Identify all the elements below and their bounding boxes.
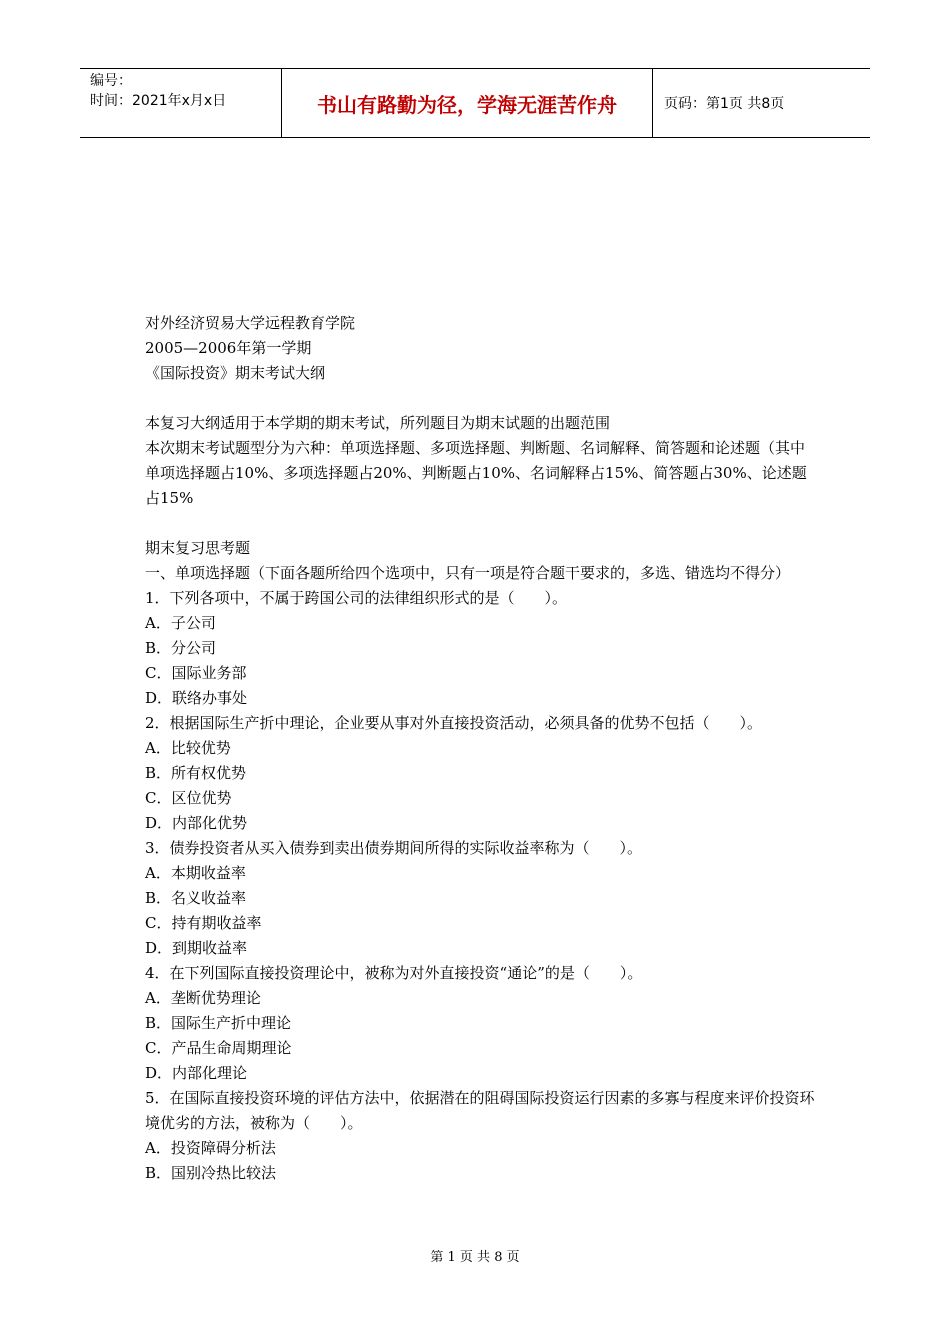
option: B．国别冷热比较法 [145, 1164, 277, 1182]
review-title: 期末复习思考题 [145, 539, 251, 557]
document-body [145, 311, 815, 1186]
question-text: 2．根据国际生产折中理论，企业要从事对外直接投资活动，必须具备的优势不包括（ ）。 [145, 714, 763, 732]
section-heading: 一、单项选择题（下面各题所给四个选项中，只有一项是符合题干要求的，多选、错选均不得分） [145, 564, 791, 582]
document-number-label: 编号： [90, 73, 132, 89]
option: D．内部化优势 [145, 814, 248, 832]
option: A．比较优势 [145, 739, 231, 757]
option: D．内部化理论 [145, 1064, 248, 1082]
option: A．本期收益率 [145, 864, 246, 882]
option: C．国际业务部 [145, 664, 247, 682]
option: B．名义收益率 [145, 889, 247, 907]
option: D．联络办事处 [145, 689, 248, 707]
header-meta [80, 69, 280, 137]
option: D．到期收益率 [145, 939, 248, 957]
header-motto: 书山有路勤为径，学海无涯苦作舟 [317, 92, 617, 117]
institution-name: 对外经济贸易大学远程教育学院 [145, 314, 356, 332]
option: A．投资障碍分析法 [145, 1139, 276, 1157]
question-3 [145, 836, 815, 961]
option: A．垄断优势理论 [145, 989, 261, 1007]
question-4 [145, 961, 815, 1086]
option: B．所有权优势 [145, 764, 247, 782]
question-2 [145, 711, 815, 836]
exam-title: 《国际投资》期末考试大纲 [145, 364, 326, 382]
question-text: 1．下列各项中，不属于跨国公司的法律组织形式的是（ ）。 [145, 589, 568, 607]
question-1 [145, 586, 815, 711]
header-page-info: 页码：第1页 共8页 [664, 96, 785, 112]
question-text: 5．在国际直接投资环境的评估方法中，依据潜在的阻碍国际投资运行因素的多寡与程度来评价投资环境优劣的方法，被称为（ ）。 [145, 1089, 815, 1132]
document-time-label: 时间：2021年x月x日 [90, 93, 227, 109]
intro-scope: 本复习大纲适用于本学期的期末考试，所列题目为期末试题的出题范围 [145, 414, 611, 432]
page-footer: 第 1 页 共 8 页 [430, 1250, 520, 1265]
option: B．分公司 [145, 639, 217, 657]
option: A．子公司 [145, 614, 216, 632]
intro-question-types: 本次期末考试题型分为六种：单项选择题、多项选择题、判断题、名词解释、简答题和论述题（其中单项选择题占10%、多项选择题占20%、判断题占10%、名词解释占15%、简答题占30%、论述题占15% [145, 439, 807, 507]
question-5 [145, 1086, 815, 1186]
header-motto-cell [281, 69, 653, 137]
option: C．持有期收益率 [145, 914, 262, 932]
page-header [80, 68, 870, 138]
option: C．产品生命周期理论 [145, 1039, 292, 1057]
semester: 2005—2006年第一学期 [145, 339, 312, 357]
option: B．国际生产折中理论 [145, 1014, 292, 1032]
question-text: 4．在下列国际直接投资理论中，被称为对外直接投资“通论”的是（ ）。 [145, 964, 643, 982]
option: C．区位优势 [145, 789, 232, 807]
question-text: 3．债券投资者从买入债券到卖出债券期间所得的实际收益率称为（ ）。 [145, 839, 643, 857]
